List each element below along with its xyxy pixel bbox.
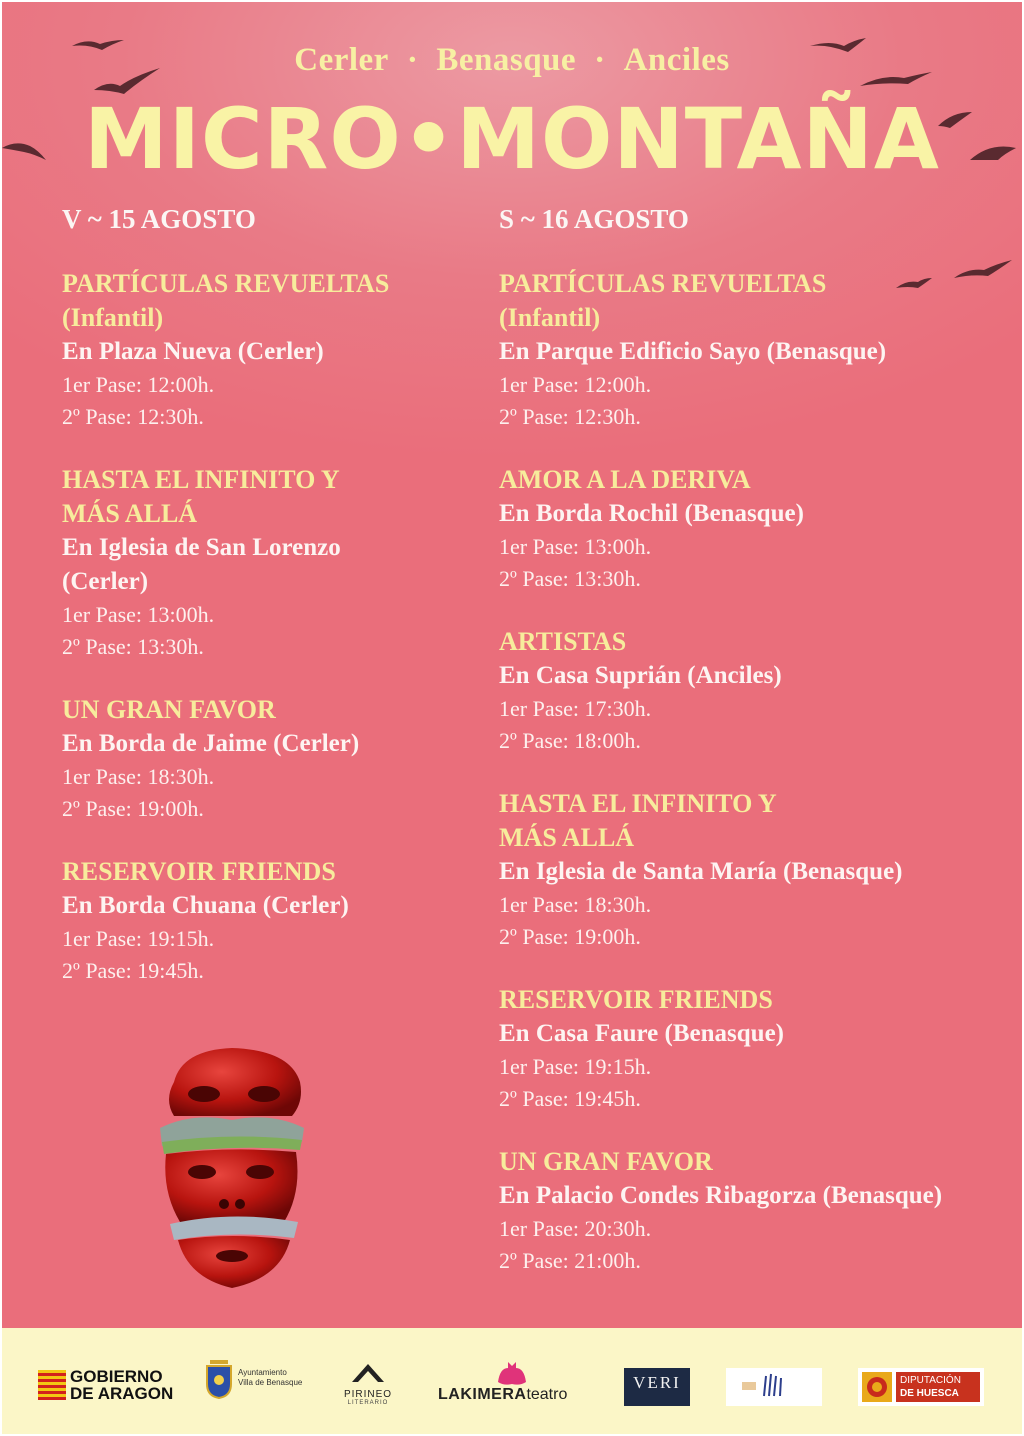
show-entry — [499, 983, 1019, 1115]
show-entry — [499, 463, 1019, 595]
show-pass-2: 2º Pase: 21:00h. — [499, 1248, 641, 1273]
diputacion-huesca-logo — [858, 1368, 984, 1406]
show-venue: En Palacio Condes Ribagorza (Benasque) — [499, 1182, 943, 1209]
show-name: RESERVOIR FRIENDS — [62, 857, 336, 886]
show-pass-1: 1er Pase: 13:00h. — [499, 534, 652, 559]
show-venue: En Plaza Nueva (Cerler) — [62, 338, 324, 365]
cat-icon — [494, 1358, 530, 1388]
show-entry — [499, 787, 1019, 953]
show-pass-1: 1er Pase: 13:00h. — [62, 602, 215, 627]
ribagorza-logo — [726, 1368, 822, 1406]
show-entry — [62, 463, 482, 663]
show-entry — [499, 625, 1019, 757]
show-pass-1: 1er Pase: 12:00h. — [499, 372, 652, 397]
show-venue: En Parque Edificio Sayo (Benasque) — [499, 338, 887, 365]
town-anciles: Anciles — [623, 42, 730, 78]
gobierno-line2: DE ARAGON — [70, 1384, 174, 1403]
show-name: MÁS ALLÁ — [62, 499, 198, 528]
show-pass-1: 1er Pase: 20:30h. — [499, 1216, 652, 1241]
show-entry — [499, 267, 1019, 433]
diputacion-line2: DE HUESCA — [900, 1388, 959, 1399]
library-icon — [726, 1368, 822, 1406]
page-title: MICRO•MONTAÑA — [84, 90, 940, 188]
day-column-saturday — [499, 204, 1019, 1307]
ayuntamiento-line2: Villa de Benasque — [238, 1378, 303, 1387]
show-name: ARTISTAS — [499, 627, 627, 656]
show-name: PARTÍCULAS REVUELTAS — [62, 269, 390, 298]
show-pass-1: 1er Pase: 19:15h. — [499, 1054, 652, 1079]
show-pass-1: 1er Pase: 18:30h. — [62, 764, 215, 789]
show-venue: En Casa Suprián (Anciles) — [499, 662, 782, 689]
show-pass-2: 2º Pase: 19:00h. — [499, 924, 641, 949]
pirineo-line1: PIRINEO — [343, 1389, 393, 1400]
pirineo-literario-logo — [340, 1362, 396, 1406]
veri-text: VERI — [633, 1373, 681, 1392]
show-pass-2: 2º Pase: 19:45h. — [62, 958, 204, 983]
lakimera-part1: LAKIMERA — [438, 1386, 527, 1403]
show-venue: En Iglesia de San Lorenzo — [62, 534, 341, 561]
show-pass-2: 2º Pase: 18:00h. — [499, 728, 641, 753]
town-cerler: Cerler — [294, 42, 389, 78]
show-pass-1: 1er Pase: 12:00h. — [62, 372, 215, 397]
show-name: AMOR A LA DERIVA — [499, 465, 751, 494]
show-name: PARTÍCULAS REVUELTAS — [499, 269, 827, 298]
show-venue: En Borda Chuana (Cerler) — [62, 892, 349, 919]
theatre-mask-illustration — [152, 1042, 312, 1292]
show-venue: En Casa Faure (Benasque) — [499, 1020, 784, 1047]
show-entry — [62, 855, 482, 987]
roof-icon — [350, 1362, 386, 1384]
show-name: UN GRAN FAVOR — [62, 695, 276, 724]
show-entry — [62, 693, 482, 825]
aragon-flag-icon — [38, 1370, 66, 1400]
poster — [2, 2, 1022, 1434]
ayuntamiento-line1: Ayuntamiento — [238, 1368, 287, 1377]
show-subtitle: (Infantil) — [499, 303, 601, 332]
show-pass-2: 2º Pase: 12:30h. — [62, 404, 204, 429]
day-heading: S ~ 16 AGOSTO — [499, 204, 689, 234]
show-name: HASTA EL INFINITO Y — [62, 465, 340, 494]
show-venue: (Cerler) — [62, 568, 149, 595]
show-pass-2: 2º Pase: 19:00h. — [62, 796, 204, 821]
show-pass-2: 2º Pase: 19:45h. — [499, 1086, 641, 1111]
gobierno-line1: GOBIERNO — [70, 1367, 163, 1386]
lakimera-part2: teatro — [526, 1386, 568, 1403]
town-separator: · — [594, 42, 606, 78]
show-entry — [499, 1145, 1019, 1277]
show-pass-2: 2º Pase: 12:30h. — [499, 404, 641, 429]
diputacion-emblem-icon — [862, 1372, 892, 1402]
show-venue: En Iglesia de Santa María (Benasque) — [499, 858, 903, 885]
show-venue: En Borda Rochil (Benasque) — [499, 500, 804, 527]
show-pass-1: 1er Pase: 17:30h. — [499, 696, 652, 721]
show-name: RESERVOIR FRIENDS — [499, 985, 773, 1014]
show-name: MÁS ALLÁ — [499, 823, 635, 852]
show-venue: En Borda de Jaime (Cerler) — [62, 730, 360, 757]
towns-line — [2, 42, 1022, 79]
show-pass-2: 2º Pase: 13:30h. — [62, 634, 204, 659]
day-heading: V ~ 15 AGOSTO — [62, 204, 256, 234]
show-name: UN GRAN FAVOR — [499, 1147, 713, 1176]
coat-of-arms-icon — [204, 1356, 234, 1400]
show-pass-1: 1er Pase: 18:30h. — [499, 892, 652, 917]
show-entry — [62, 267, 482, 433]
town-benasque: Benasque — [436, 42, 577, 78]
show-subtitle: (Infantil) — [62, 303, 164, 332]
show-pass-1: 1er Pase: 19:15h. — [62, 926, 215, 951]
diputacion-line1: DIPUTACIÓN — [900, 1375, 961, 1386]
show-pass-2: 2º Pase: 13:30h. — [499, 566, 641, 591]
veri-logo — [624, 1368, 690, 1406]
day-column-friday — [62, 204, 482, 1017]
town-separator: · — [406, 42, 419, 78]
show-name: HASTA EL INFINITO Y — [499, 789, 777, 818]
pirineo-line2: LITERARIO — [347, 1400, 389, 1406]
